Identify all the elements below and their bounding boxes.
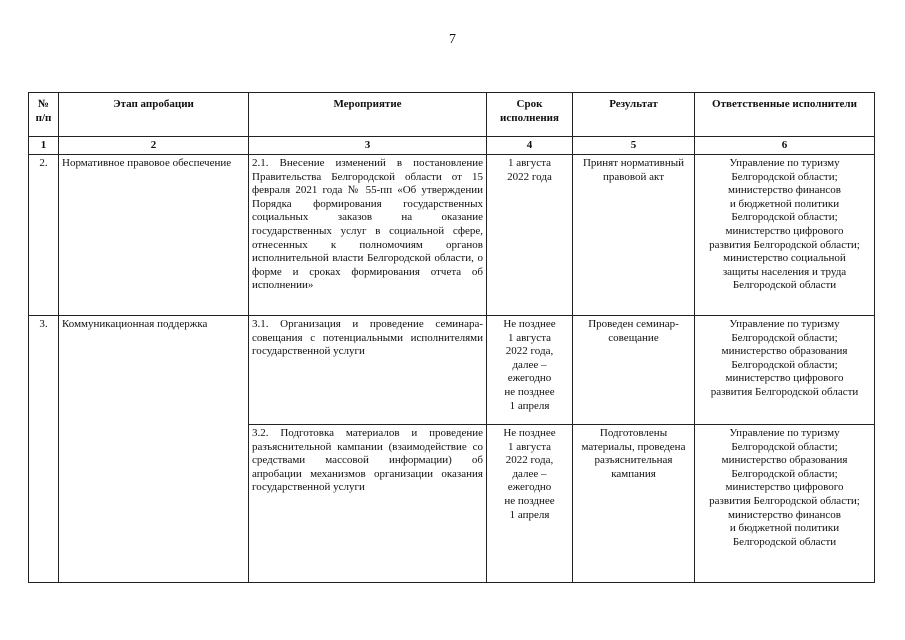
stage-cell: Коммуникационная поддержка	[59, 316, 249, 583]
header-term: Срок исполнения	[487, 93, 573, 137]
column-number: 4	[487, 137, 573, 155]
stage-cell: Нормативное правовое обеспечение	[59, 155, 249, 316]
column-number: 6	[695, 137, 875, 155]
column-number: 2	[59, 137, 249, 155]
responsible-cell: Управление по туризму Белгородской области; министерство образования Белгородской области; министерство цифрового развития Белгородской области	[695, 316, 875, 425]
term-cell: Не позднее 1 августа 2022 года, далее – ежегодно не позднее 1 апреля	[487, 316, 573, 425]
row-number: 2.	[29, 155, 59, 316]
header-measure: Мероприятие	[249, 93, 487, 137]
header-stage: Этап апробации	[59, 93, 249, 137]
header-row	[29, 93, 875, 137]
table-row	[29, 155, 875, 316]
table-header	[29, 93, 875, 155]
result-cell: Проведен семинар- совещание	[573, 316, 695, 425]
term-cell: Не позднее 1 августа 2022 года, далее – ежегодно не позднее 1 апреля	[487, 425, 573, 583]
measure-cell: 3.2. Подготовка материалов и проведение разъяснительной кампании (взаимодействие со средствами массовой информации) об апробации механизмов организации оказания государственной услуги	[249, 425, 487, 583]
approbation-plan-table	[28, 92, 875, 583]
header-num: № п/п	[29, 93, 59, 137]
column-number: 3	[249, 137, 487, 155]
header-responsible: Ответственные исполнители	[695, 93, 875, 137]
page-number: 7	[449, 32, 456, 47]
responsible-cell: Управление по туризму Белгородской области; министерство финансов и бюджетной политики Белгородской области; министерство цифрового развития Белгородской области; министерство социальной защиты населения и труда Белгородской области	[695, 155, 875, 316]
term-cell: 1 августа 2022 года	[487, 155, 573, 316]
table-row	[29, 316, 875, 425]
result-cell: Подготовлены материалы, проведена разъяснительная кампания	[573, 425, 695, 583]
responsible-cell: Управление по туризму Белгородской области; министерство образования Белгородской области; министерство цифрового развития Белгородской области; министерство финансов и бюджетной политики Белгородской области	[695, 425, 875, 583]
column-number: 5	[573, 137, 695, 155]
measure-cell: 2.1. Внесение изменений в постановление Правительства Белгородской области от 15 февраля 2021 года № 55-пп «Об утверждении Порядка формирования государственных социальных заказов на оказание государственных услуг в социальной сфере, отнесенных к полномочиям органов исполнительной власти Белгородской области, о форме и сроках формирования отчета об исполнении»	[249, 155, 487, 316]
header-result: Результат	[573, 93, 695, 137]
result-cell: Принят нормативный правовой акт	[573, 155, 695, 316]
measure-cell: 3.1. Организация и проведение семинара-совещания с потенциальными исполнителями государственной услуги	[249, 316, 487, 425]
row-number: 3.	[29, 316, 59, 583]
column-numbers-row	[29, 137, 875, 155]
column-number: 1	[29, 137, 59, 155]
